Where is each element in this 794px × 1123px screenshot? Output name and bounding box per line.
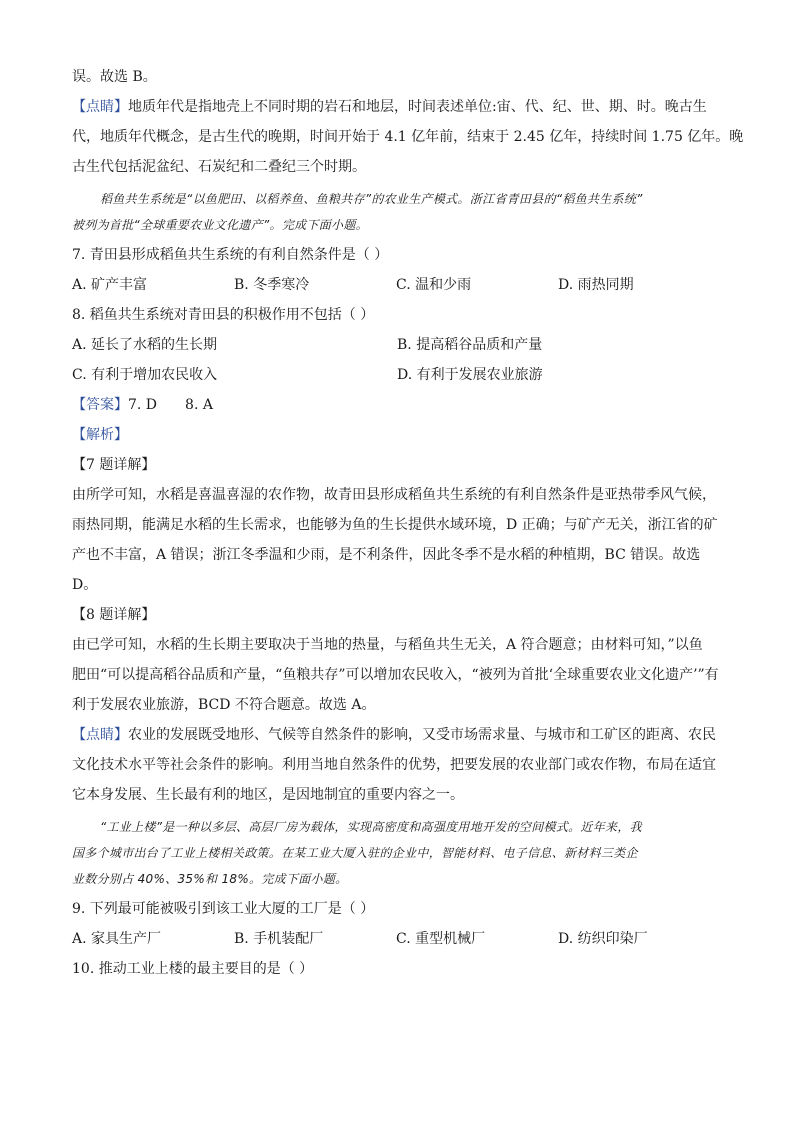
detail-8-text-line: 肥田“可以提高稻谷品质和产量，“鱼粮共存”可以增加农民收入，“被列为首批‘全球重要农业文化遗产’”有 — [72, 667, 719, 683]
question-8-options-row-2 — [72, 360, 722, 390]
material-text-line: 国多个城市出台了工业上楼相关政策。在某工业大厦入驻的企业中，智能材料、电子信息、新材料三类企 — [72, 846, 638, 860]
option-b: B. 冬季寒冷 — [234, 277, 310, 293]
option-a: A. 家具生产厂 — [72, 931, 162, 947]
option-c: C. 有利于增加农民收入 — [72, 367, 218, 383]
option-a: A. 矿产丰富 — [72, 277, 148, 293]
detail-8-label: 【8 题详解】 — [72, 607, 156, 623]
detail-7-text-line: 产也不丰富，A 错误；浙江冬季温和少雨，是不利条件，因此冬季不是水稻的种植期，BC 错误。故选 — [72, 547, 701, 563]
tip-paragraph-2 — [72, 720, 722, 750]
tip-text-line: 代，地质年代概念，是古生代的晚期，时间开始于 4.1 亿年前，结束于 2.45 亿年，持续时间 1.75 亿年。晚 — [72, 129, 744, 145]
document-page — [72, 62, 744, 984]
tip-text-line: 古生代包括泥盆纪、石炭纪和二叠纪三个时期。 — [72, 159, 366, 175]
material-text-line: “工业上楼”是一种以多层、高层厂房为载体，实现高密度和高强度用地开发的空间模式。近年来，我 — [100, 820, 642, 834]
question-7-options — [72, 270, 722, 300]
option-d: D. 有利于发展农业旅游 — [397, 367, 543, 383]
tip-text-line: 地质年代是指地壳上不同时期的岩石和地层，时间表述单位:宙、代、纪、世、期、时。晚古生 — [128, 99, 707, 115]
question-9-stem: 9. 下列最可能被吸引到该工业大厦的工厂是（ ） — [72, 901, 375, 917]
tip-label: 【点睛】 — [72, 727, 128, 743]
option-b: B. 提高稻谷品质和产量 — [397, 337, 543, 353]
option-c: C. 重型机械厂 — [396, 931, 486, 947]
question-8-stem: 8. 稻鱼共生系统对青田县的积极作用不包括（ ） — [72, 307, 375, 323]
detail-7-text-line: D。 — [72, 577, 98, 593]
answer-label: 【答案】 — [72, 397, 128, 413]
tip-text-line: 农业的发展既受地形、气候等自然条件的影响，又受市场需求量、与城市和工矿区的距离、农民 — [128, 727, 716, 743]
detail-7-text-line: 由所学可知，水稻是喜温喜湿的农作物，故青田县形成稻鱼共生系统的有利自然条件是亚热带季风气候， — [72, 487, 716, 503]
answer-8: 8. A — [185, 397, 213, 413]
question-7-stem: 7. 青田县形成稻鱼共生系统的有利自然条件是（ ） — [72, 247, 389, 263]
option-b: B. 手机装配厂 — [234, 931, 324, 947]
material-text-line: 被列为首批“全球重要农业文化遗产”。完成下面小题。 — [72, 218, 368, 232]
question-8-options-row-1 — [72, 330, 722, 360]
material-text-line: 稻鱼共生系统是“以鱼肥田、以稻养鱼、鱼粮共存”的农业生产模式。浙江省青田县的“稻鱼共生系统” — [100, 192, 643, 206]
tip-text-line: 文化技术水平等社会条件的影响。利用当地自然条件的优势，把要发展的农业部门或农作物，布局在适宜 — [72, 757, 716, 773]
answer-row — [72, 390, 722, 420]
question-10-stem: 10. 推动工业上楼的最主要目的是（ ） — [72, 961, 314, 977]
detail-7-text-line: 雨热同期，能满足水稻的生长需求，也能够为鱼的生长提供水域环境，D 正确；与矿产无关，浙江省的矿 — [72, 517, 718, 533]
tip-paragraph-1 — [72, 92, 722, 122]
detail-7-label: 【7 题详解】 — [72, 457, 156, 473]
question-9-options — [72, 924, 722, 954]
option-d: D. 纺织印染厂 — [558, 931, 648, 947]
analysis-label: 【解析】 — [72, 427, 128, 443]
material-text-line: 业数分别占 40%、35%和 18%。完成下面小题。 — [72, 872, 348, 886]
detail-8-text-line: 利于发展农业旅游，BCD 不符合题意。故选 A。 — [72, 697, 376, 713]
previous-answer-end: 误。故选 B。 — [72, 69, 157, 85]
option-a: A. 延长了水稻的生长期 — [72, 337, 218, 353]
option-c: C. 温和少雨 — [396, 277, 472, 293]
option-d: D. 雨热同期 — [558, 277, 634, 293]
tip-text-line: 它本身发展、生长最有利的地区，是因地制宜的重要内容之一。 — [72, 787, 464, 803]
answer-7: 7. D — [128, 397, 158, 413]
tip-label: 【点睛】 — [72, 99, 128, 115]
detail-8-text-line: 由已学可知，水稻的生长期主要取决于当地的热量，与稻鱼共生无关，A 符合题意；由材料可知，”以鱼 — [72, 637, 703, 653]
